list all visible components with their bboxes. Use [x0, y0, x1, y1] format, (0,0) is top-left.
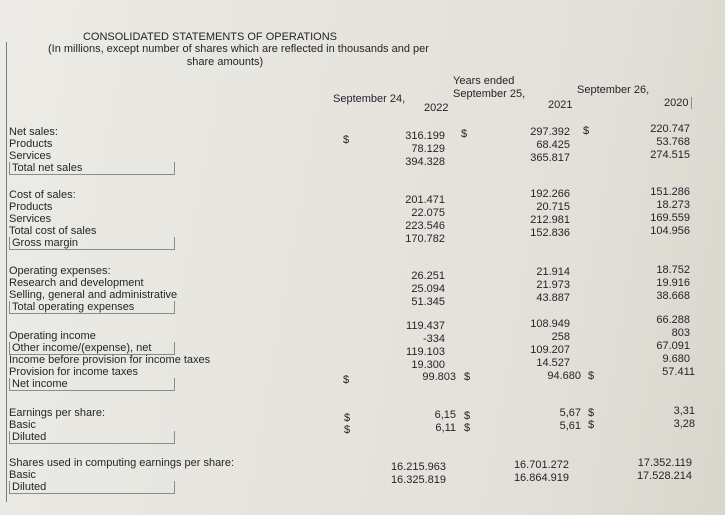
value-cell: 119.437	[406, 320, 445, 332]
value-cell: 18.273	[656, 199, 690, 211]
pretax-income-label: Income before provision for income taxes	[9, 354, 211, 366]
value-cell: 57.411	[662, 366, 695, 378]
value-cell: 26.251	[411, 270, 445, 282]
value-cell: 17.528.214	[636, 470, 692, 482]
col-2020-year: 2020	[664, 97, 692, 109]
value-cell: 94.680	[547, 370, 581, 382]
eps-basic-label: Basic	[9, 419, 36, 431]
statement-subtitle-line1: (In millions, except number of shares which are reflected in thousands and per	[48, 43, 429, 55]
value-cell: 104.956	[650, 225, 690, 237]
tax-label: Provision for income taxes	[9, 366, 138, 378]
value-cell: 152.836	[530, 227, 570, 239]
col-2020-date: September 26,	[577, 84, 650, 96]
other-income-label: Other income/(expense), net	[9, 342, 175, 355]
value-cell: 51.345	[411, 296, 445, 308]
value-cell: 19.300	[411, 359, 445, 371]
statement-subtitle-line2: share amounts)	[186, 56, 264, 68]
currency-sign: $	[464, 410, 471, 422]
statement-title: CONSOLIDATED STATEMENTS OF OPERATIONS	[82, 31, 338, 43]
value-cell: 17.352.119	[637, 457, 692, 469]
value-cell: 119.103	[406, 346, 445, 358]
value-cell: 3,31	[673, 405, 695, 417]
value-cell: 109.207	[530, 344, 570, 356]
shares-basic-label: Basic	[9, 469, 36, 481]
value-cell: 21.973	[536, 279, 570, 291]
value-cell: 66.288	[656, 314, 690, 326]
value-cell: 25.094	[411, 283, 445, 295]
currency-sign: $	[464, 371, 471, 383]
cos-products-label: Products	[9, 201, 53, 213]
currency-sign: $	[343, 134, 350, 146]
value-cell: 212.981	[530, 214, 570, 226]
value-cell: 223.546	[405, 220, 445, 232]
value-cell: 14.527	[536, 357, 570, 369]
value-cell: 68.425	[536, 139, 570, 151]
value-cell: 18.752	[656, 264, 690, 276]
currency-sign: $	[344, 424, 351, 436]
total-opex-label: Total operating expenses	[9, 301, 175, 314]
value-cell: 297.392	[530, 126, 570, 138]
currency-sign: $	[343, 374, 350, 386]
value-cell: 170.782	[405, 233, 445, 245]
value-cell: 16.215.963	[390, 461, 446, 473]
value-cell: 67.091	[656, 340, 690, 352]
value-cell: 19.916	[656, 277, 690, 289]
value-cell: 220.747	[650, 123, 690, 135]
value-cell: 316.199	[405, 130, 445, 142]
total-net-sales-label: Total net sales	[9, 162, 175, 175]
value-cell: 394.328	[405, 156, 445, 168]
value-cell: 169.559	[650, 212, 690, 224]
value-cell: 21.914	[536, 266, 570, 278]
years-ended-label: Years ended	[453, 75, 515, 87]
value-cell: 3,28	[673, 418, 695, 430]
services-label: Services	[9, 150, 52, 162]
net-income-label: Net income	[9, 378, 175, 391]
currency-sign: $	[461, 128, 468, 140]
cost-of-sales-heading: Cost of sales:	[9, 189, 76, 201]
operating-income-label: Operating income	[9, 330, 96, 342]
value-cell: 5,61	[559, 420, 581, 432]
sga-label: Selling, general and administrative	[9, 289, 178, 301]
value-cell: 201.471	[405, 194, 445, 206]
value-cell: 16.325.819	[390, 474, 446, 486]
value-cell: 53.768	[656, 136, 690, 148]
value-cell: 16.864.919	[513, 472, 569, 484]
gross-margin-label: Gross margin	[9, 237, 175, 250]
value-cell: 151.286	[650, 186, 690, 198]
value-cell: 274.515	[650, 149, 690, 161]
rnd-label: Research and development	[9, 277, 144, 289]
col-2022-date: September 24,	[333, 93, 406, 105]
value-cell: 38.668	[656, 290, 690, 302]
value-cell: 43.887	[536, 292, 570, 304]
total-cost-of-sales-label: Total cost of sales	[9, 225, 97, 237]
col-2021-year: 2021	[548, 99, 573, 111]
value-cell: 192.266	[530, 188, 570, 200]
value-cell: 99.803	[422, 371, 456, 383]
col-2022-year: 2022	[424, 102, 449, 114]
currency-sign: $	[588, 419, 595, 431]
value-cell: 365.817	[530, 152, 570, 164]
value-cell: 5,67	[559, 407, 581, 419]
value-cell: 22.075	[411, 207, 445, 219]
currency-sign: $	[464, 422, 471, 434]
shares-heading: Shares used in computing earnings per share:	[9, 457, 235, 469]
value-cell: 108.949	[530, 318, 570, 330]
cos-services-label: Services	[9, 213, 52, 225]
opex-heading: Operating expenses:	[9, 265, 111, 277]
products-label: Products	[9, 138, 53, 150]
value-cell: 803	[671, 327, 690, 339]
currency-sign: $	[344, 412, 351, 424]
value-cell: 20.715	[536, 201, 570, 213]
eps-diluted-label: Diluted	[9, 431, 175, 444]
net-sales-heading: Net sales:	[9, 126, 58, 138]
value-cell: 6,15	[434, 409, 456, 421]
left-border-line	[6, 42, 7, 502]
eps-heading: Earnings per share:	[9, 407, 105, 419]
value-cell: 16.701.272	[513, 459, 569, 471]
shares-diluted-label: Diluted	[9, 481, 175, 494]
years-ended-date: September 25,	[453, 88, 526, 100]
value-cell: 9.680	[662, 353, 690, 365]
value-cell: -334	[422, 333, 445, 345]
currency-sign: $	[588, 407, 595, 419]
value-cell: 78.129	[411, 143, 445, 155]
value-cell: 6,11	[435, 422, 456, 434]
currency-sign: $	[588, 370, 595, 382]
currency-sign: $	[583, 125, 590, 137]
value-cell: 258	[551, 331, 570, 343]
